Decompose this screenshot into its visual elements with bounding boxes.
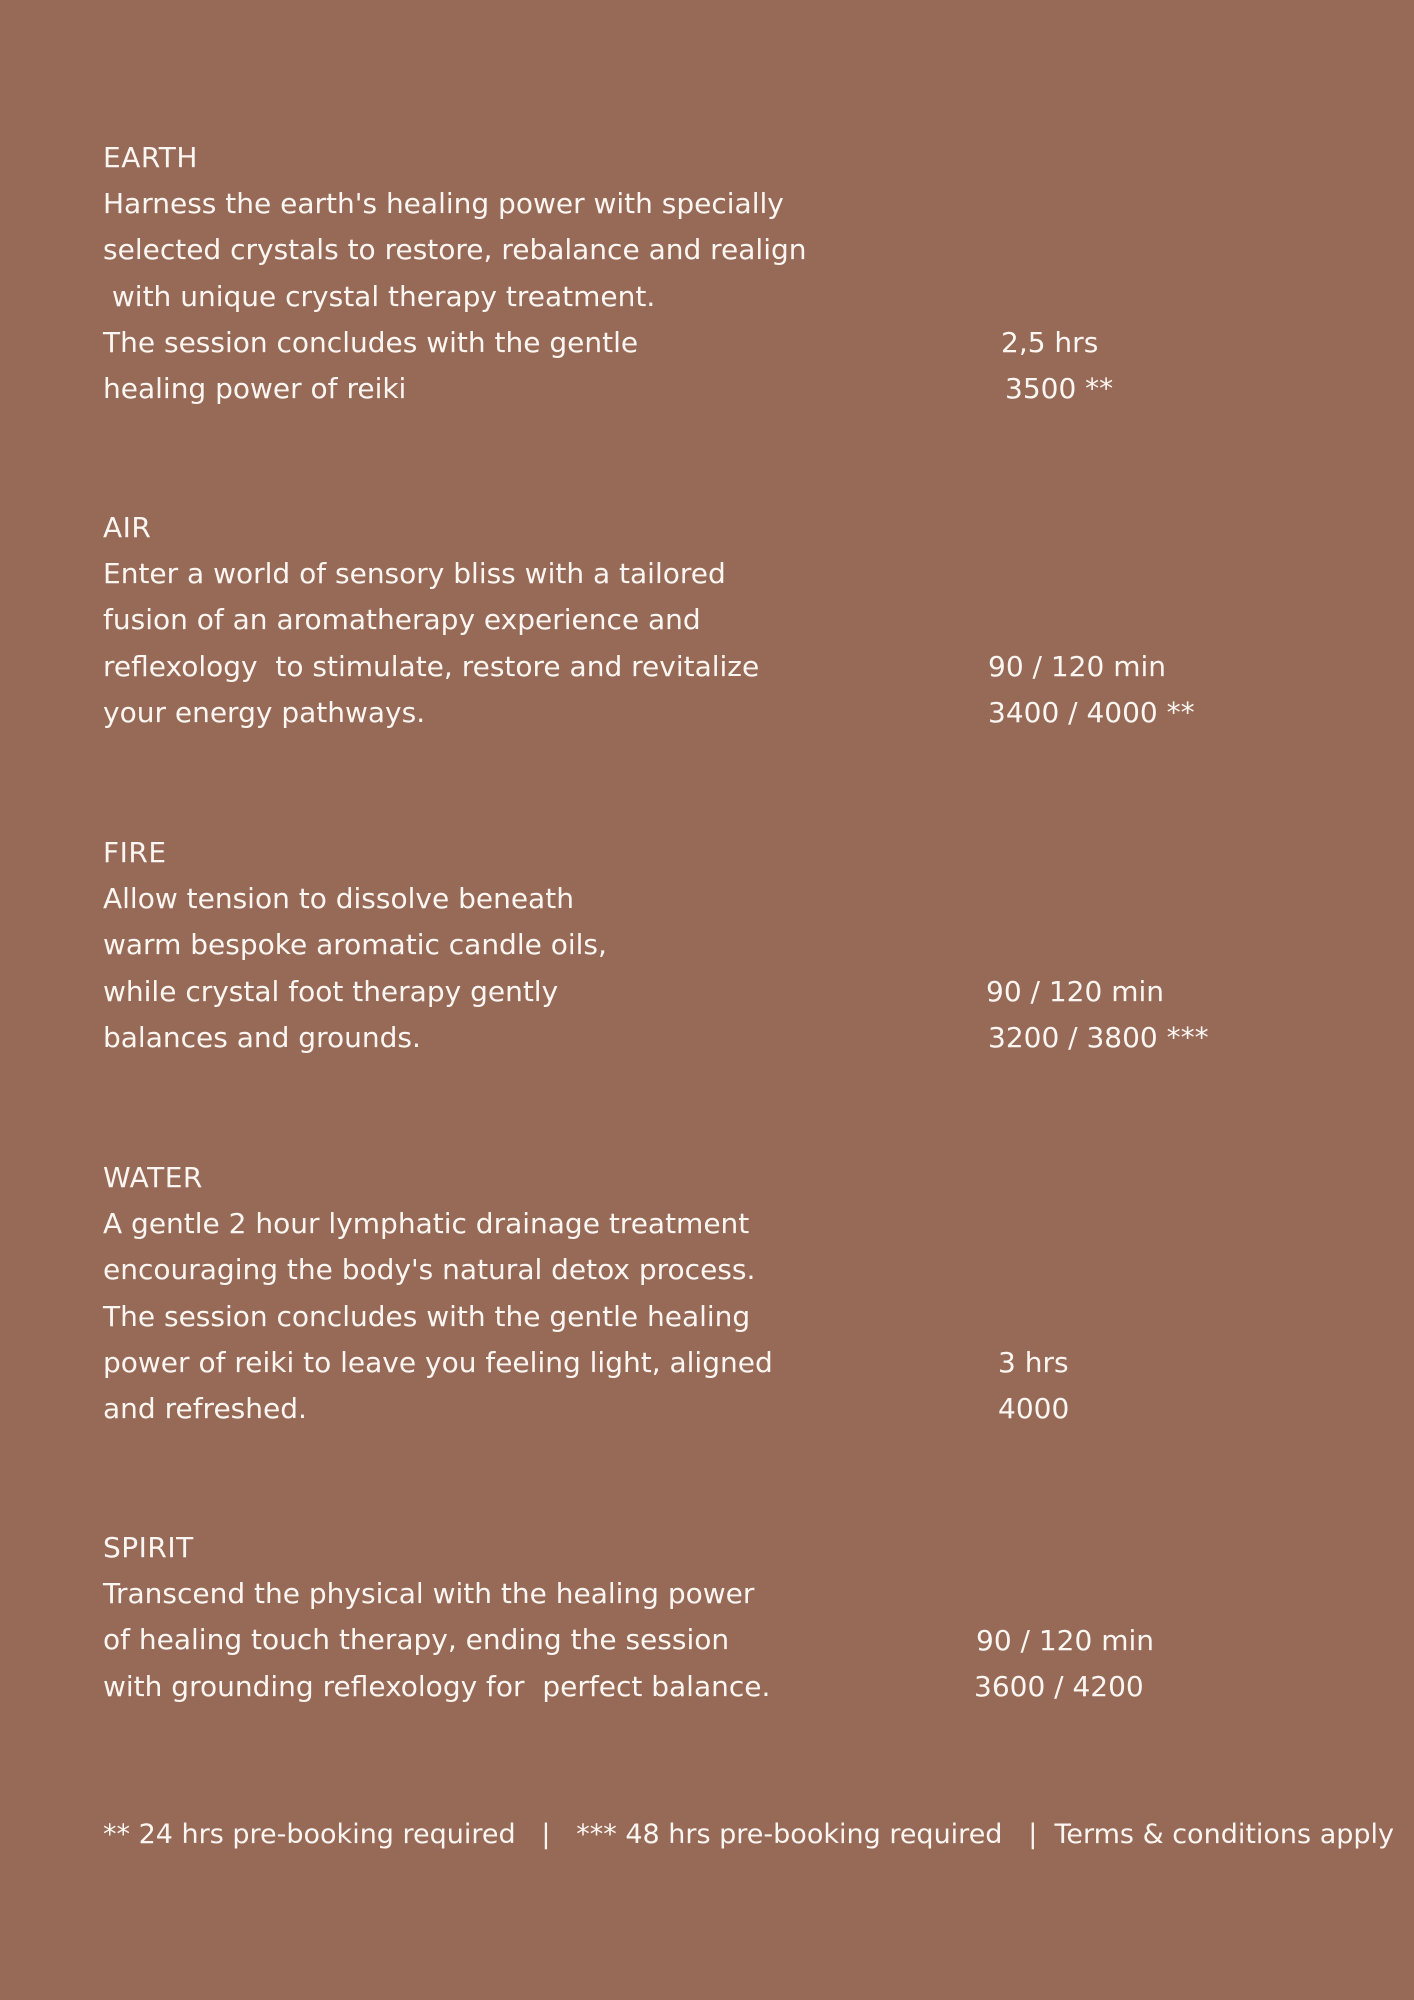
treatment-description-line: fusion of an aromatherapy experience and [103, 603, 701, 637]
treatment-description-line: of healing touch therapy, ending the session [103, 1623, 730, 1657]
footer-separator: | [1028, 1819, 1038, 1850]
treatment-earth [103, 135, 1363, 412]
treatment-description-line: healing power of reiki [103, 372, 407, 406]
treatment-price: 3200 / 3800 *** [988, 1021, 1209, 1054]
treatment-description-line: The session concludes with the gentle [103, 325, 639, 359]
treatment-description-line: power of reiki to leave you feeling light, aligned [103, 1345, 773, 1379]
treatment-title: WATER [103, 1161, 203, 1194]
treatment-description-line: Allow tension to dissolve beneath [103, 882, 574, 915]
treatment-description-line: Harness the earth's healing power with specially [103, 187, 784, 220]
footer-separator: | [541, 1819, 551, 1850]
treatment-title: EARTH [103, 141, 198, 174]
treatment-description-line: while crystal foot therapy gently [103, 974, 559, 1008]
treatment-description-line: warm bespoke aromatic candle oils, [103, 928, 607, 962]
treatment-description-line: balances and grounds. [103, 1020, 421, 1054]
treatment-air [103, 505, 1363, 736]
treatment-description-line: The session concludes with the gentle healing [103, 1299, 751, 1333]
booking-notes-footer [103, 1812, 1394, 1858]
treatment-spirit [103, 1525, 1363, 1710]
treatment-title: AIR [103, 511, 152, 544]
treatment-title: FIRE [103, 836, 167, 869]
treatment-price: 3500 ** [1005, 372, 1114, 405]
treatment-duration: 90 / 120 min [988, 650, 1167, 683]
footer-note-48hrs: *** 48 hrs pre-booking required [576, 1819, 1003, 1850]
treatment-fire [103, 830, 1363, 1061]
treatment-description-line: and refreshed. [103, 1392, 307, 1426]
treatment-description-line: selected crystals to restore, rebalance and realign [103, 233, 807, 267]
footer-terms-note: Terms & conditions apply [1054, 1819, 1395, 1850]
treatment-duration: 90 / 120 min [986, 975, 1165, 1008]
treatment-price: 4000 [998, 1392, 1070, 1425]
footer-note-24hrs: ** 24 hrs pre-booking required [103, 1819, 516, 1850]
treatment-price: 3400 / 4000 ** [988, 696, 1195, 729]
treatment-description-line: Transcend the physical with the healing power [103, 1577, 755, 1610]
treatment-description-line: Enter a world of sensory bliss with a tailored [103, 557, 726, 590]
treatment-description-line: A gentle 2 hour lymphatic drainage treatment [103, 1207, 750, 1240]
treatment-description-line: encouraging the body's natural detox process. [103, 1253, 756, 1287]
treatment-duration: 2,5 hrs [1001, 326, 1099, 359]
treatment-description-line: with grounding reflexology for perfect balance. [103, 1669, 771, 1703]
treatment-water [103, 1155, 1363, 1432]
treatment-duration: 3 hrs [998, 1346, 1069, 1379]
treatment-duration: 90 / 120 min [976, 1624, 1155, 1657]
treatment-description-line: your energy pathways. [103, 695, 426, 729]
treatment-description-line: reflexology to stimulate, restore and revitalize [103, 649, 760, 683]
treatment-description-line: with unique crystal therapy treatment. [103, 279, 656, 313]
treatment-price: 3600 / 4200 [974, 1670, 1144, 1703]
treatment-title: SPIRIT [103, 1531, 194, 1564]
